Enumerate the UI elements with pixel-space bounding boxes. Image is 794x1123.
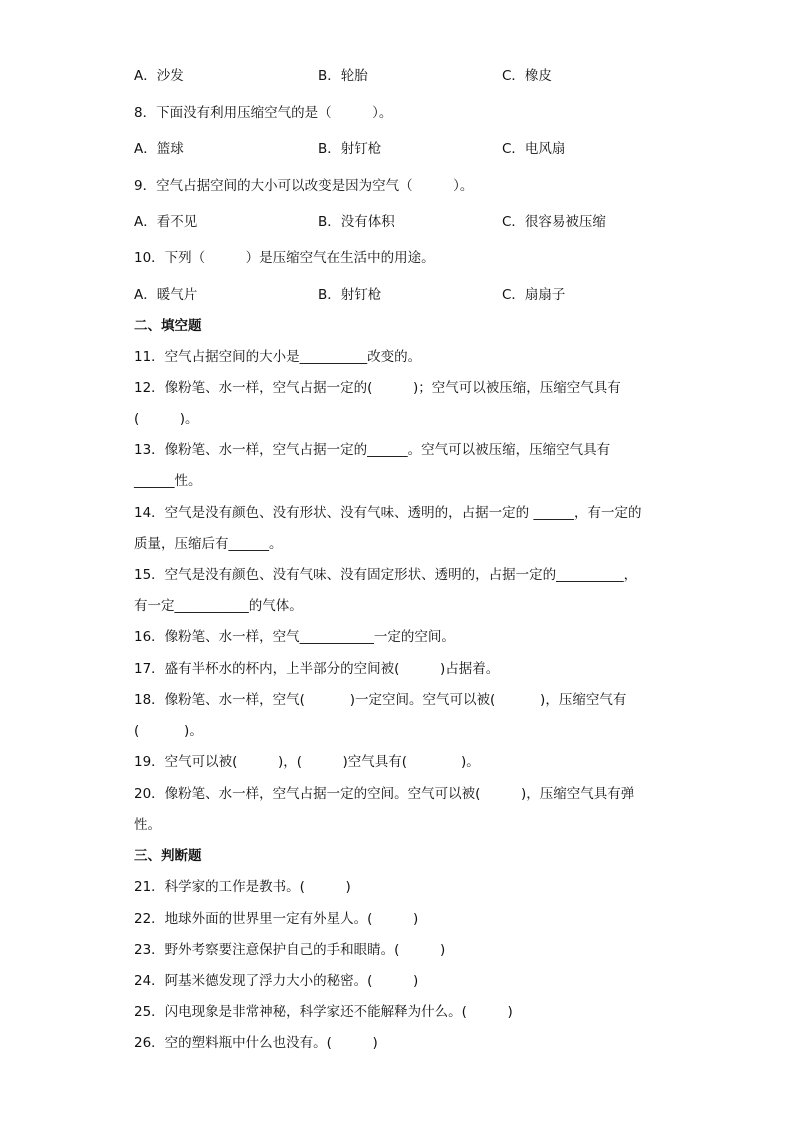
q9-option-b: B．没有体积 — [318, 214, 395, 230]
question-8: 8．下面没有利用压缩空气的是（ ）。 — [134, 105, 393, 121]
question-9: 9．空气占据空间的大小可以改变是因为空气（ ）。 — [134, 178, 474, 194]
q10-option-b: B．射钉枪 — [318, 287, 382, 303]
question-22: 22．地球外面的世界里一定有外星人。( ) — [134, 911, 419, 927]
question-20-line-2: 性。 — [134, 817, 161, 833]
question-15-line-1: 15．空气是没有颜色、没有气味、没有固定形状、透明的，占据一定的__________， — [134, 567, 638, 583]
q7-option-c: C．橡皮 — [502, 68, 552, 84]
question-25: 25．闪电现象是非常神秘，科学家还不能解释为什么。( ) — [134, 1004, 513, 1020]
q9-option-a: A．看不见 — [134, 214, 198, 230]
section-title-fill-blank: 二、填空题 — [134, 318, 202, 334]
question-18-line-2: ( )。 — [134, 723, 203, 739]
question-14-line-1: 14．空气是没有颜色、没有形状、没有气味、透明的，占据一定的 ______，有一定的 — [134, 505, 642, 521]
q7-option-a: A．沙发 — [134, 68, 184, 84]
q8-option-b: B．射钉枪 — [318, 141, 382, 157]
section-title-true-false: 三、判断题 — [134, 848, 202, 864]
q7-option-b: B．轮胎 — [318, 68, 368, 84]
q8-option-a: A．篮球 — [134, 141, 184, 157]
question-23: 23．野外考察要注意保护自己的手和眼睛。( ) — [134, 942, 446, 958]
question-14-line-2: 质量，压缩后有______。 — [134, 536, 283, 552]
question-13-line-1: 13．像粉笔、水一样，空气占据一定的______。空气可以被压缩，压缩空气具有 — [134, 442, 611, 458]
question-18-line-1: 18．像粉笔、水一样，空气( )一定空间。空气可以被( )，压缩空气有 — [134, 692, 627, 708]
question-10: 10．下列（ ）是压缩空气在生活中的用途。 — [134, 250, 435, 266]
question-19: 19．空气可以被( )，( )空气具有( )。 — [134, 754, 480, 770]
question-13-line-2: ______性。 — [134, 473, 202, 489]
question-15-line-2: 有一定___________的气体。 — [134, 598, 303, 614]
q10-option-c: C．扇扇子 — [502, 287, 566, 303]
question-12-line-1: 12．像粉笔、水一样，空气占据一定的( )；空气可以被压缩，压缩空气具有 — [134, 380, 621, 396]
q10-option-a: A．暖气片 — [134, 287, 198, 303]
question-12-line-2: ( )。 — [134, 411, 199, 427]
question-26: 26．空的塑料瓶中什么也没有。( ) — [134, 1035, 378, 1051]
q8-option-c: C．电风扇 — [502, 141, 566, 157]
question-20-line-1: 20．像粉笔、水一样，空气占据一定的空间。空气可以被( )，压缩空气具有弹 — [134, 786, 635, 802]
question-11: 11．空气占据空间的大小是__________改变的。 — [134, 349, 422, 365]
question-16: 16．像粉笔、水一样，空气___________一定的空间。 — [134, 629, 455, 645]
question-21: 21．科学家的工作是教书。( ) — [134, 879, 351, 895]
question-24: 24．阿基米德发现了浮力大小的秘密。( ) — [134, 973, 419, 989]
question-17: 17．盛有半杯水的杯内，上半部分的空间被( )占据着。 — [134, 661, 500, 677]
q9-option-c: C．很容易被压缩 — [502, 214, 606, 230]
